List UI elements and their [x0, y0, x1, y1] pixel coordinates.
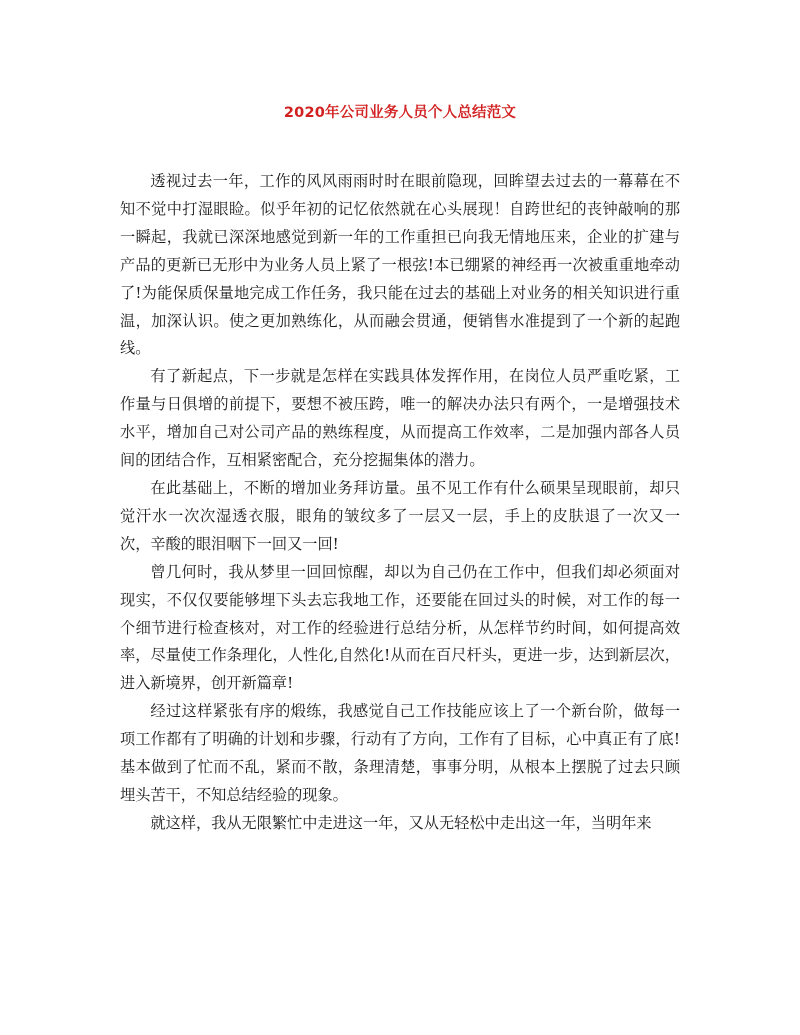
document-body	[120, 168, 680, 838]
paragraph-2: 有了新起点，下一步就是怎样在实践具体发挥作用，在岗位人员严重吃紧，工作量与日俱增的前提下，要想不被压跨，唯一的解决办法只有两个，一是增强技术水平，增加自己对公司产品的熟练程度，从而提高工作效率，二是加强内部各人员间的团结合作，互相紧密配合，充分挖掘集体的潜力。	[120, 367, 680, 470]
paragraph-5: 经过这样紧张有序的煅练，我感觉自己工作技能应该上了一个新台阶，做每一项工作都有了明确的计划和步骤，行动有了方向，工作有了目标，心中真正有了底!基本做到了忙而不乱，紧而不散，条理清楚，事事分明，从根本上摆脱了过去只顾埋头苦干，不知总结经验的现象。	[120, 702, 680, 804]
paragraph-6: 就这样，我从无限繁忙中走进这一年，又从无轻松中走出这一年，当明年来	[150, 813, 652, 832]
paragraph-4: 曾几何时，我从梦里一回回惊醒，却以为自己仍在工作中，但我们却必须面对现实，不仅仅要能够埋下头去忘我地工作，还要能在回过头的时候，对工作的每一个细节进行检查核对，对工作的经验进行总结分析，从怎样节约时间，如何提高效率，尽量使工作条理化，人性化,自然化!从而在百尺杆头，更进一步，达到新层次，进入新境界，创开新篇章!	[120, 562, 680, 693]
document-title: 2020年公司业务人员个人总结范文	[283, 105, 517, 121]
paragraph-3: 在此基础上，不断的增加业务拜访量。虽不见工作有什么硕果呈现眼前，却只觉汗水一次次湿透衣服，眼角的皱纹多了一层又一层，手上的皮肤退了一次又一次，辛酸的眼泪咽下一回又一回!	[120, 478, 680, 553]
paragraph-1: 透视过去一年，工作的风风雨雨时时在眼前隐现，回眸望去过去的一幕幕在不知不觉中打湿眼睑。似乎年初的记忆依然就在心头展现！自跨世纪的丧钟敲响的那一瞬起，我就已深深地感觉到新一年的工作重担已向我无情地压来，企业的扩建与产品的更新已无形中为业务人员上紧了一根弦!本已绷紧的神经再一次被重重地牵动了!为能保质保量地完成工作任务，我只能在过去的基础上对业务的相关知识进行重温，加深认识。使之更加熟练化，从而融会贯通，便销售水准提到了一个新的起跑线。	[120, 172, 680, 358]
